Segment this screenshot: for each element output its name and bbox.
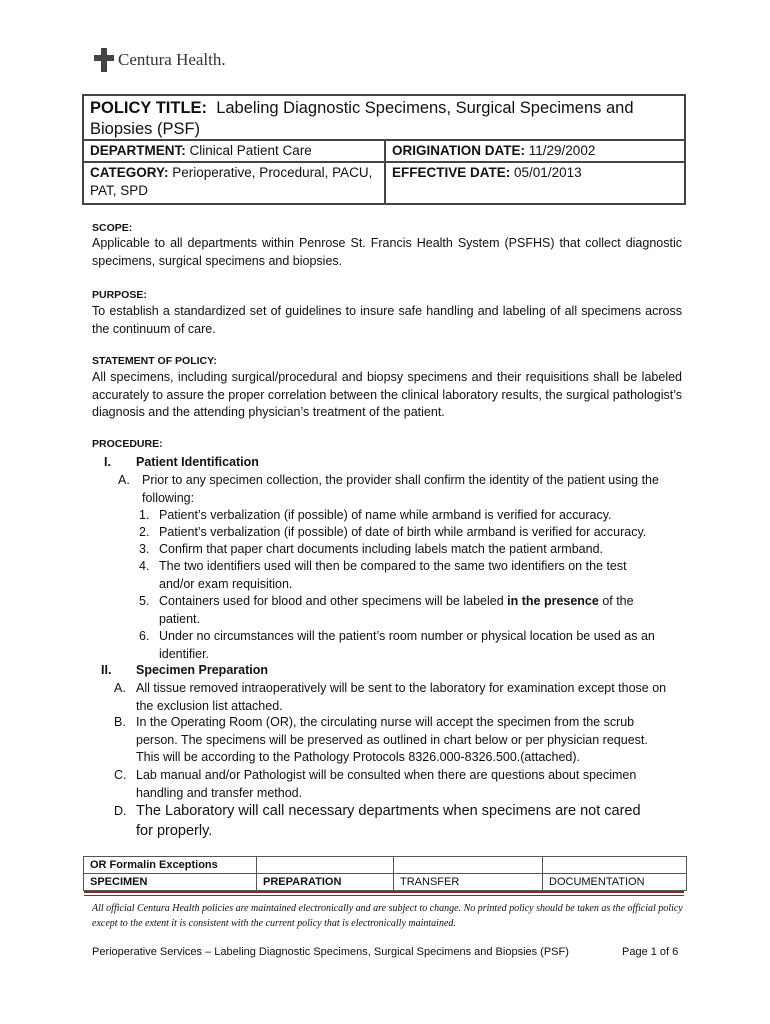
page-number: Page 1 of 6: [622, 946, 679, 958]
list-num-6: 6.: [139, 629, 150, 643]
list-num-4: 4.: [139, 559, 150, 573]
scope-text: Applicable to all departments within Penrose St. Francis Health System (PSFHS) that collect diagnostic specimens, surgical specimens and biopsies.: [92, 236, 682, 268]
department-label: DEPARTMENT:: [90, 143, 186, 158]
policy-title-value: Labeling Diagnostic Specimens, Surgical Specimens and Biopsies (PSF): [90, 99, 634, 138]
centura-health-logo: [94, 48, 226, 72]
s2-b-letter: B.: [114, 715, 126, 729]
procedure-heading: PROCEDURE:: [92, 438, 163, 450]
s2-c-text: Lab manual and/or Pathologist will be consulted when there are questions about specimen handling and transfer method.: [136, 768, 637, 800]
department-value: Clinical Patient Care: [189, 143, 312, 158]
effective-label: EFFECTIVE DATE:: [392, 165, 511, 180]
category-label: CATEGORY:: [90, 165, 169, 180]
list-text-5a: Containers used for blood and other specimens will be labeled: [159, 594, 508, 608]
list-num-3: 3.: [139, 542, 150, 556]
policy-header-table: [82, 94, 686, 205]
list-text-1: Patient’s verbalization (if possible) of name while armband is verified for accuracy.: [159, 508, 612, 522]
table-header-row: [84, 874, 687, 891]
list-text-2: Patient’s verbalization (if possible) of date of birth while armband is verified for accuracy.: [159, 525, 647, 539]
list-text-5b: in the presence: [507, 594, 599, 608]
origination-value: 11/29/2002: [528, 143, 596, 158]
col-preparation: PREPARATION: [257, 874, 394, 891]
purpose-heading: PURPOSE:: [92, 289, 147, 301]
col-transfer: TRANSFER: [394, 874, 543, 891]
s2-d-text: The Laboratory will call necessary departments when specimens are not cared for properly.: [136, 803, 641, 839]
policy-title: [84, 96, 684, 141]
s2-b-text: In the Operating Room (OR), the circulating nurse will accept the specimen from the scrub person. The specimens will be preserved as outlined in chart below or per physician request. This will be according to the Pathology Protocols 8326.000-8326.500.(attached).: [136, 715, 648, 764]
list-num-1: 1.: [139, 508, 150, 522]
list-text-5c: of the patient.: [159, 594, 634, 626]
s1-a-letter: A.: [118, 473, 130, 487]
policy-title-label: POLICY TITLE:: [90, 99, 208, 117]
purpose-text: To establish a standardized set of guidelines to insure safe handling and labeling of all specimens across the continuum of care.: [92, 304, 682, 336]
table-title-row: [84, 857, 687, 874]
s2-c-letter: C.: [114, 768, 127, 782]
disclaimer: All official Centura Health policies are maintained electronically and are subject to change. No printed policy should be taken as the official policy except to the extent it is consistent with the current policy that is electronically maintained.: [92, 903, 683, 929]
statement-text: All specimens, including surgical/procedural and biopsy specimens and their requisitions shall be labeled accurately to assure the proper correlation between the clinical laboratory results, the surgical pathologist’s diagnosis and the attending physician’s treatment of the patient.: [92, 370, 682, 419]
formalin-exceptions-table: [83, 856, 687, 891]
list-text-3: Confirm that paper chart documents including labels match the patient armband.: [159, 542, 603, 556]
category-cell: [84, 163, 386, 203]
col-specimen: SPECIMEN: [84, 874, 257, 891]
category-value: Perioperative, Procedural, PACU, PAT, SPD: [90, 165, 373, 198]
table-title: OR Formalin Exceptions: [84, 857, 257, 874]
scope-heading: SCOPE:: [92, 222, 133, 234]
header-row-2: [84, 163, 684, 203]
logo-text: Centura Health.: [118, 50, 226, 69]
section-1-title: Patient Identification: [136, 455, 259, 469]
section-2-number: II.: [101, 663, 112, 677]
footer-divider-bottom: [84, 895, 684, 896]
origination-label: ORIGINATION DATE:: [392, 143, 525, 158]
list-text-6: Under no circumstances will the patient’s room number or physical location be used as an identifier.: [159, 629, 655, 661]
department-cell: [84, 141, 386, 161]
s2-a-text: All tissue removed intraoperatively will be sent to the laboratory for examination except those on the exclusion list attached.: [136, 681, 667, 713]
s1-a-text: Prior to any specimen collection, the provider shall confirm the identity of the patient using the following:: [142, 473, 659, 505]
footer-divider-top: [84, 891, 684, 893]
list-num-5: 5.: [139, 594, 150, 608]
section-1-number: I.: [104, 455, 111, 469]
statement-heading: STATEMENT OF POLICY:: [92, 355, 217, 367]
list-text-4: The two identifiers used will then be compared to the same two identifiers on the test and/or exam requisition.: [159, 559, 627, 591]
cross-icon: [94, 48, 114, 72]
header-row-1: [84, 141, 684, 163]
origination-cell: [386, 141, 684, 161]
list-text-5: [159, 593, 659, 628]
s2-d-letter: D.: [114, 804, 127, 818]
effective-cell: [386, 163, 684, 203]
list-num-2: 2.: [139, 525, 150, 539]
footer-title: Perioperative Services – Labeling Diagnostic Specimens, Surgical Specimens and Biopsies (PSF): [92, 946, 569, 958]
section-2-title: Specimen Preparation: [136, 663, 268, 677]
s2-a-letter: A.: [114, 681, 126, 695]
col-documentation: DOCUMENTATION: [543, 874, 687, 891]
effective-value: 05/01/2013: [514, 165, 582, 180]
